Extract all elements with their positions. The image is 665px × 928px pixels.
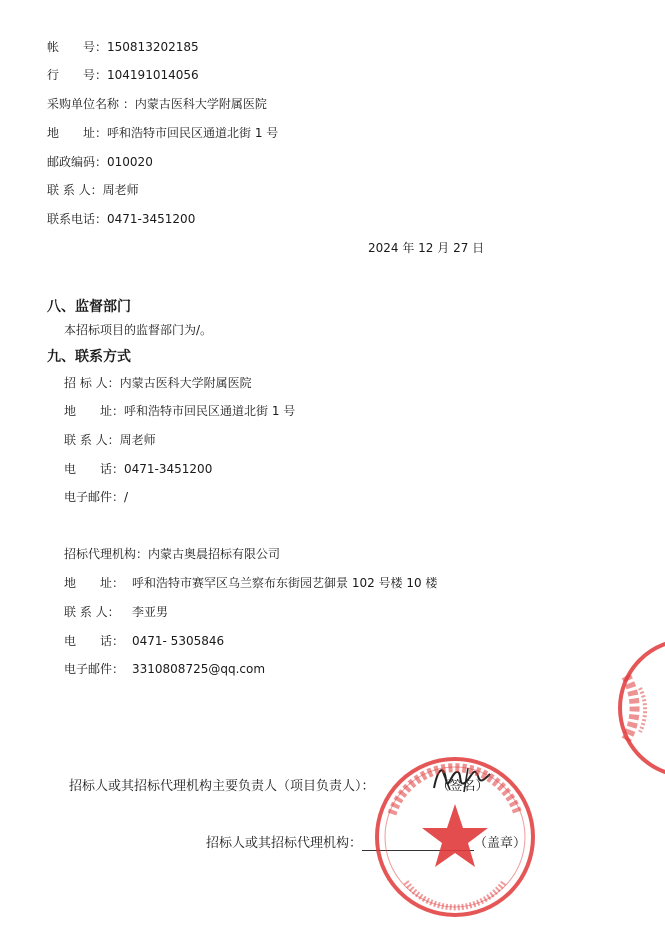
tenderer-address-row (64, 403, 295, 419)
document-date: 2024 年 12 月 27 日 (368, 241, 485, 255)
seal-statement: 招标人或其招标代理机构： (206, 836, 363, 851)
purchaser-phone-label: 联系电话： (47, 212, 108, 226)
section9-title: 九、联系方式 (47, 349, 131, 365)
agency-email-row (64, 661, 265, 677)
postal-code-label: 邮政编码： (47, 155, 108, 169)
purchaser-address-row (47, 125, 278, 141)
purchaser-address-label: 地 址： (47, 126, 108, 140)
section8-title: 八、监督部门 (47, 299, 131, 315)
purchaser-contact-row (47, 182, 139, 198)
agency-row (64, 546, 280, 562)
agency-value: 内蒙古奥晨招标有限公司 (148, 547, 281, 561)
tenderer-address-label: 地 址： (64, 404, 125, 418)
tenderer-address-value: 呼和浩特市回民区通道北街 1 号 (124, 404, 296, 418)
agency-contact-row (64, 604, 168, 620)
tenderer-contact-label: 联 系 人： (64, 433, 120, 447)
tenderer-value: 内蒙古医科大学附属医院 (119, 376, 252, 390)
tenderer-phone-label: 电 话： (64, 462, 125, 476)
tenderer-label: 招 标 人： (64, 376, 120, 390)
tenderer-row (64, 375, 252, 391)
bank-code-value: 104191014056 (107, 68, 199, 82)
agency-label: 招标代理机构： (64, 547, 149, 561)
purchaser-address-value: 呼和浩特市回民区通道北街 1 号 (107, 126, 279, 140)
purchaser-phone-value: 0471-3451200 (107, 212, 196, 226)
seal-suffix: （盖章） (474, 836, 527, 851)
partial-seal-icon (612, 636, 665, 780)
purchaser-name-value: 内蒙古医科大学附属医院 (134, 97, 267, 111)
agency-address-label: 地 址： (64, 576, 125, 590)
agency-address-row (64, 575, 437, 591)
agency-address-value: 呼和浩特市赛罕区乌兰察布东街园艺御景 102 号楼 10 楼 (132, 576, 438, 590)
bank-code-label: 行 号： (47, 68, 108, 82)
postal-code-row (47, 154, 153, 170)
purchaser-name-label: 采购单位名称 ： (47, 97, 135, 111)
tenderer-email-label: 电子邮件： (64, 490, 125, 504)
agency-phone-row (64, 633, 224, 649)
agency-email-value: 3310808725@qq.com (132, 662, 266, 676)
tenderer-contact-row (64, 432, 156, 448)
tenderer-phone-row (64, 461, 212, 477)
tenderer-phone-value: 0471-3451200 (124, 462, 213, 476)
company-seal-icon (372, 754, 538, 920)
tenderer-email-value: / (124, 490, 129, 504)
section8-text: 本招标项目的监督部门为/。 (64, 323, 213, 337)
agency-phone-label: 电 话： (64, 634, 125, 648)
signature-suffix: （签名） (436, 779, 489, 794)
agency-contact-value: 李亚男 (132, 605, 169, 619)
account-value: 150813202185 (107, 40, 199, 54)
purchaser-contact-label: 联 系 人： (47, 183, 103, 197)
agency-phone-value: 0471- 5305846 (132, 634, 225, 648)
purchaser-contact-value: 周老师 (102, 183, 139, 197)
purchaser-phone-row (47, 211, 195, 227)
agency-contact-label: 联 系 人： (64, 605, 120, 619)
bank-code-row (47, 67, 199, 83)
purchaser-name-row (47, 96, 267, 112)
signature-statement: 招标人或其招标代理机构主要负责人（项目负责人）： (69, 779, 375, 794)
tenderer-email-row (64, 489, 128, 505)
agency-email-label: 电子邮件： (64, 662, 125, 676)
account-row (47, 39, 199, 55)
postal-code-value: 010020 (107, 155, 153, 169)
tenderer-contact-value: 周老师 (119, 433, 156, 447)
account-label: 帐 号： (47, 40, 108, 54)
